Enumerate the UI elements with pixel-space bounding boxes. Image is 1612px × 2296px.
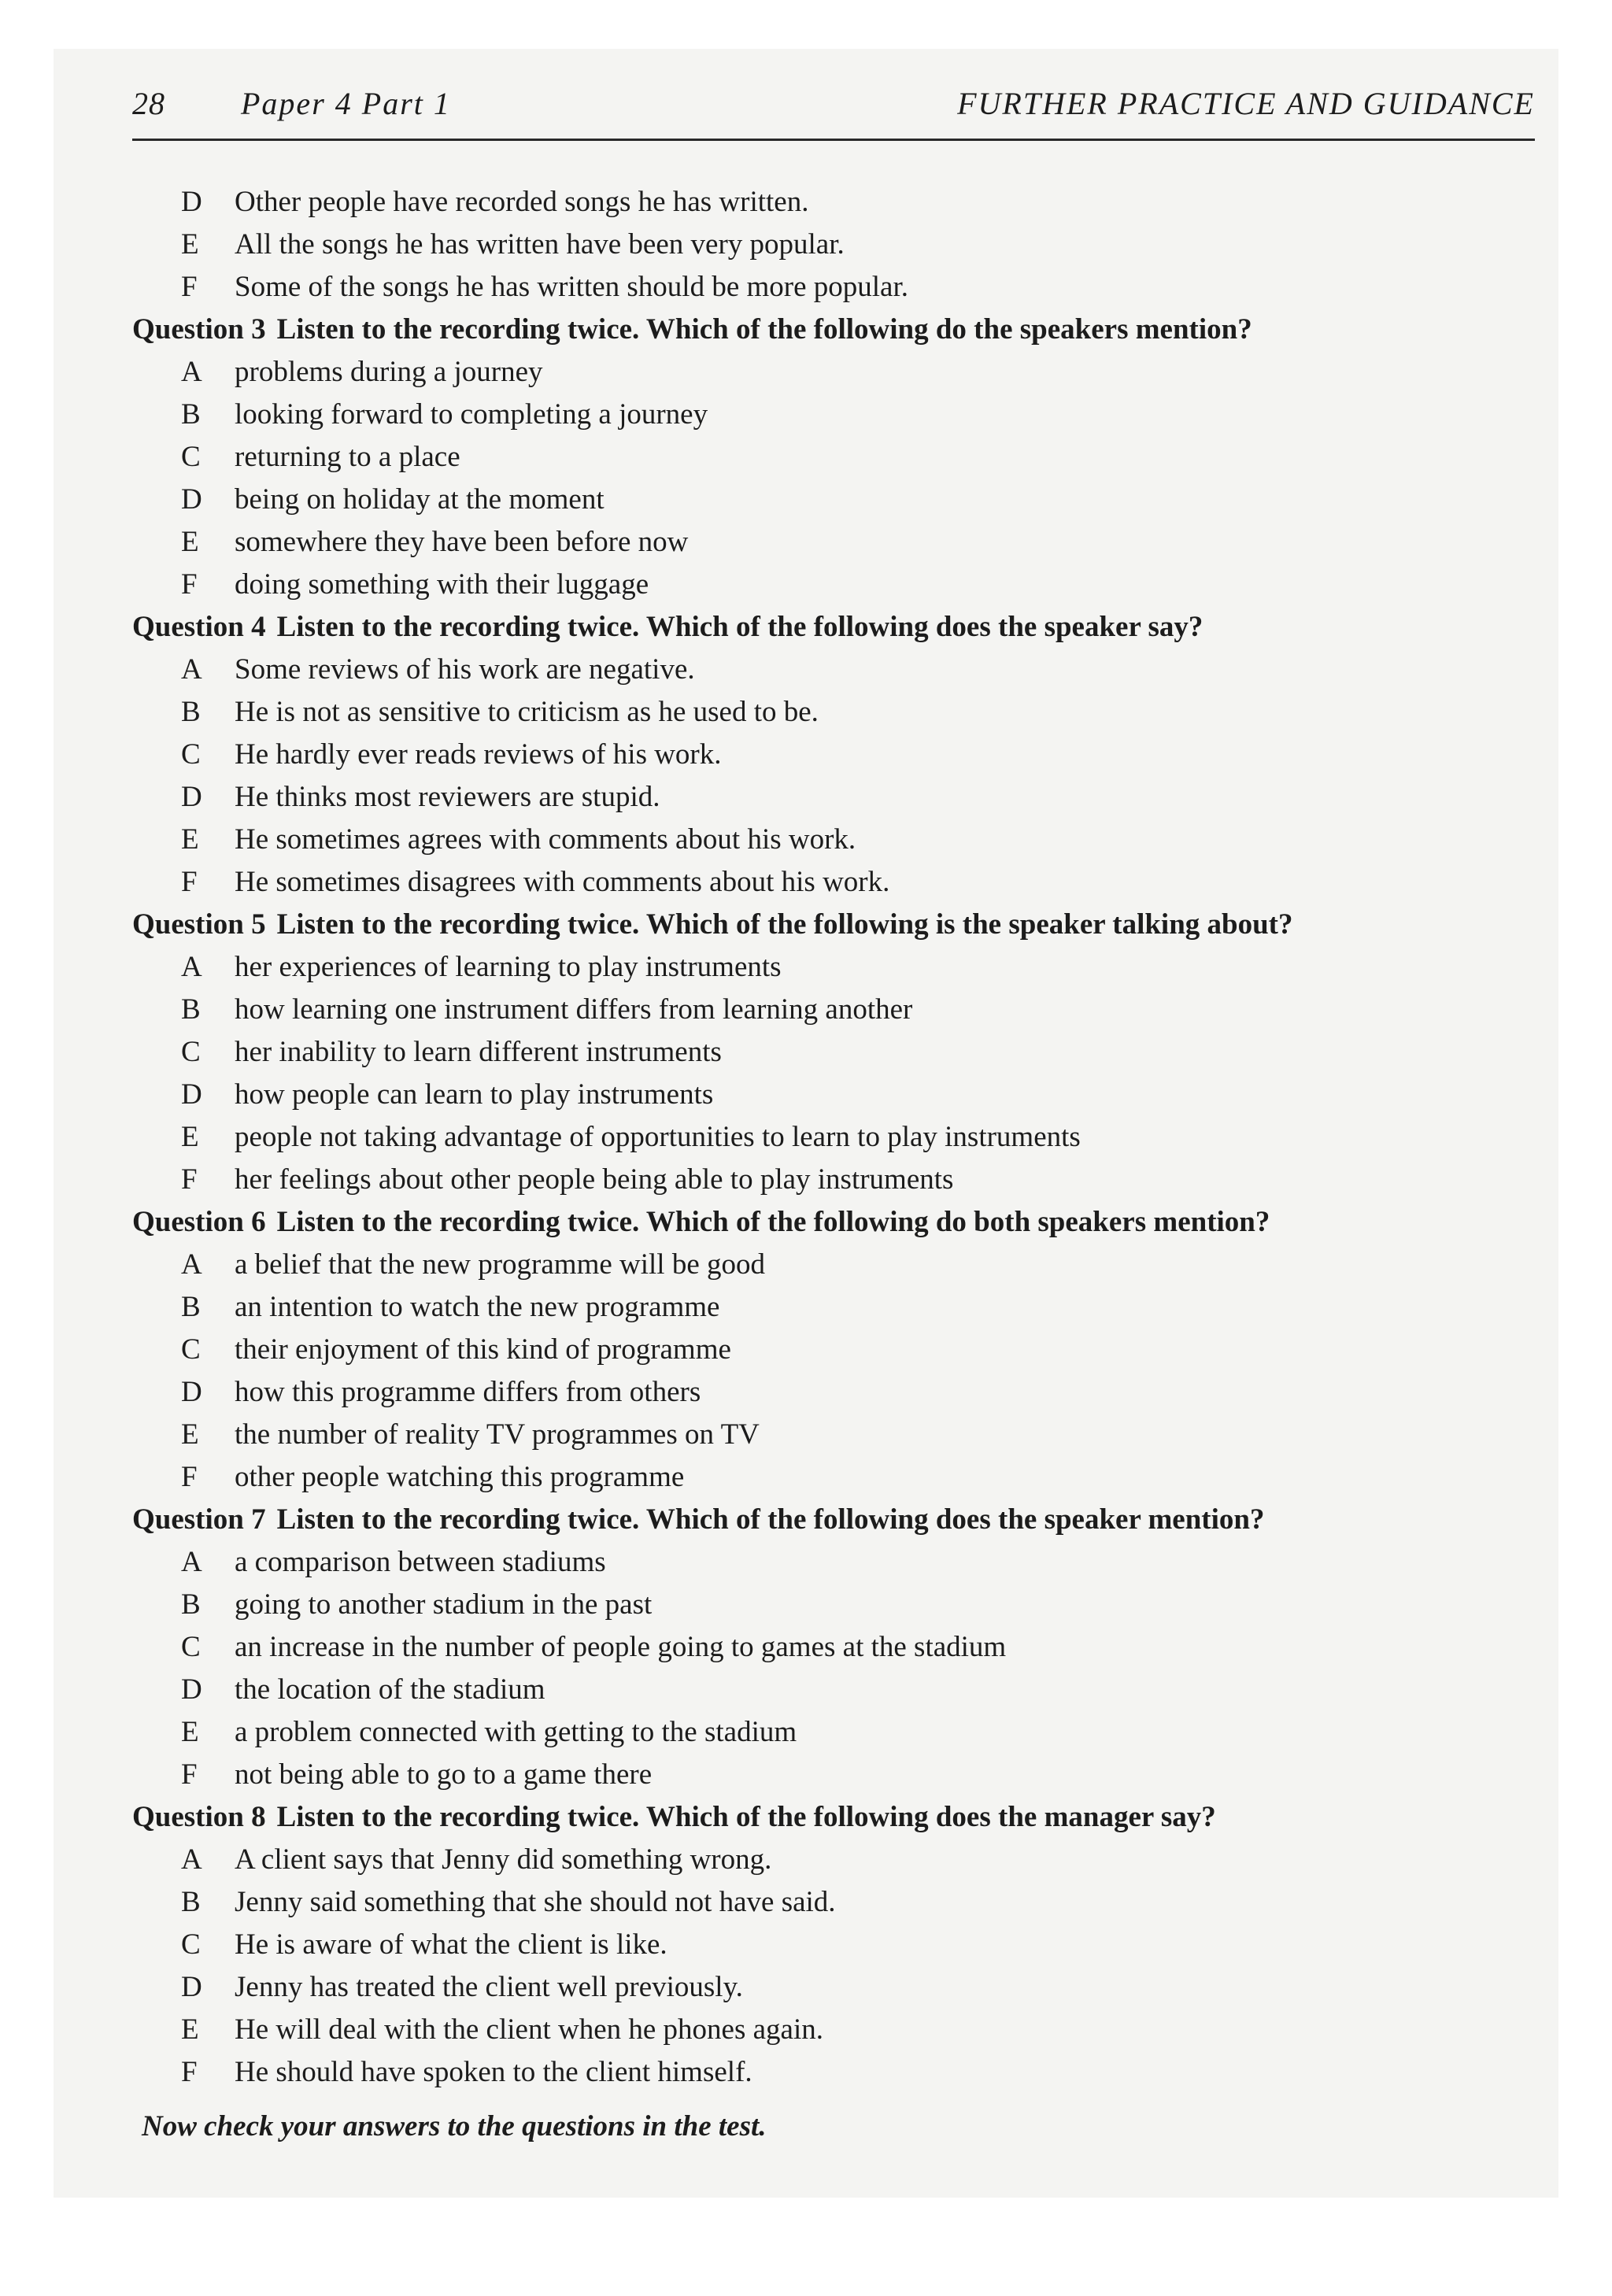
option-letter: A bbox=[181, 356, 202, 388]
option-letter: C bbox=[181, 1928, 201, 1961]
running-head: FURTHER PRACTICE AND GUIDANCE bbox=[957, 86, 1535, 121]
header-rule bbox=[132, 139, 1535, 141]
question-heading bbox=[132, 309, 1535, 351]
option-letter: F bbox=[181, 2056, 198, 2088]
option-row bbox=[132, 479, 1535, 521]
option-letter: B bbox=[181, 398, 201, 431]
option-letter: E bbox=[181, 228, 199, 261]
option-row bbox=[132, 1839, 1535, 1881]
option-row bbox=[132, 1031, 1535, 1074]
option-row bbox=[132, 1541, 1535, 1584]
option-letter: D bbox=[181, 1971, 202, 2003]
option-row bbox=[132, 351, 1535, 394]
option-row bbox=[132, 436, 1535, 479]
option-row bbox=[132, 1626, 1535, 1669]
question-label: Question 4 bbox=[132, 611, 266, 643]
page-header bbox=[132, 85, 1535, 140]
option-text: looking forward to completing a journey bbox=[235, 398, 708, 431]
option-text: He should have spoken to the client himself. bbox=[235, 2056, 752, 2088]
option-letter: D bbox=[181, 1376, 202, 1408]
option-text: their enjoyment of this kind of programme bbox=[235, 1333, 731, 1366]
section-label: Paper 4 Part 1 bbox=[241, 86, 451, 121]
option-text: going to another stadium in the past bbox=[235, 1588, 653, 1621]
option-row bbox=[132, 1329, 1535, 1371]
option-text: He thinks most reviewers are stupid. bbox=[235, 781, 660, 813]
option-row bbox=[132, 2051, 1535, 2094]
question-heading bbox=[132, 1201, 1535, 1244]
option-letter: B bbox=[181, 1291, 201, 1323]
option-row bbox=[132, 266, 1535, 309]
option-letter: A bbox=[181, 951, 202, 983]
option-row bbox=[132, 1711, 1535, 1754]
option-row bbox=[132, 1159, 1535, 1201]
option-text: not being able to go to a game there bbox=[235, 1758, 653, 1791]
option-row bbox=[132, 1881, 1535, 1924]
option-text: how this programme differs from others bbox=[235, 1376, 701, 1408]
question-heading bbox=[132, 904, 1535, 946]
option-letter: C bbox=[181, 1333, 201, 1366]
option-row bbox=[132, 224, 1535, 266]
option-text: being on holiday at the moment bbox=[235, 483, 604, 516]
option-text: doing something with their luggage bbox=[235, 568, 649, 601]
option-letter: E bbox=[181, 1121, 199, 1153]
option-row bbox=[132, 1924, 1535, 1966]
option-letter: F bbox=[181, 1758, 198, 1791]
option-row bbox=[132, 564, 1535, 606]
option-text: All the songs he has written have been very popular. bbox=[235, 228, 845, 261]
option-row bbox=[132, 1456, 1535, 1499]
option-text: an increase in the number of people going to games at the stadium bbox=[235, 1631, 1007, 1663]
option-letter: B bbox=[181, 696, 201, 728]
question-heading bbox=[132, 1499, 1535, 1541]
option-row bbox=[132, 394, 1535, 436]
option-letter: B bbox=[181, 1886, 201, 1918]
option-text: He sometimes agrees with comments about his work. bbox=[235, 823, 856, 856]
option-text: Jenny said something that she should not have said. bbox=[235, 1886, 836, 1918]
option-row bbox=[132, 1754, 1535, 1796]
option-letter: A bbox=[181, 1546, 202, 1578]
option-row bbox=[132, 734, 1535, 776]
question-label: Question 7 bbox=[132, 1503, 266, 1536]
option-letter: D bbox=[181, 186, 202, 218]
option-text: her feelings about other people being able to play instruments bbox=[235, 1163, 954, 1196]
option-text: her inability to learn different instruments bbox=[235, 1036, 722, 1068]
question-prompt: Listen to the recording twice. Which of the following is the speaker talking about? bbox=[276, 908, 1293, 941]
option-letter: C bbox=[181, 1631, 201, 1663]
option-letter: B bbox=[181, 993, 201, 1026]
footer-instruction: Now check your answers to the questions in the test. bbox=[142, 2110, 767, 2143]
option-letter: E bbox=[181, 526, 199, 558]
option-row bbox=[132, 181, 1535, 224]
question-prompt: Listen to the recording twice. Which of the following does the speaker mention? bbox=[276, 1503, 1265, 1536]
option-letter: A bbox=[181, 1843, 202, 1876]
question-heading bbox=[132, 1796, 1535, 1839]
option-row bbox=[132, 1116, 1535, 1159]
option-text: a comparison between stadiums bbox=[235, 1546, 606, 1578]
question-label: Question 3 bbox=[132, 313, 266, 346]
option-text: problems during a journey bbox=[235, 356, 543, 388]
option-text: people not taking advantage of opportunities to learn to play instruments bbox=[235, 1121, 1081, 1153]
option-letter: A bbox=[181, 1248, 202, 1281]
option-text: He sometimes disagrees with comments about his work. bbox=[235, 866, 890, 898]
option-letter: A bbox=[181, 653, 202, 686]
option-text: He is not as sensitive to criticism as he used to be. bbox=[235, 696, 819, 728]
option-letter: F bbox=[181, 1163, 198, 1196]
option-letter: F bbox=[181, 271, 198, 303]
option-row bbox=[132, 819, 1535, 861]
option-row bbox=[132, 1371, 1535, 1414]
option-row bbox=[132, 1244, 1535, 1286]
option-row bbox=[132, 1074, 1535, 1116]
question-label: Question 6 bbox=[132, 1206, 266, 1238]
option-text: He is aware of what the client is like. bbox=[235, 1928, 667, 1961]
option-row bbox=[132, 649, 1535, 691]
question-prompt: Listen to the recording twice. Which of the following do both speakers mention? bbox=[276, 1206, 1270, 1238]
option-text: He will deal with the client when he phones again. bbox=[235, 2013, 824, 2046]
option-text: Jenny has treated the client well previously. bbox=[235, 1971, 743, 2003]
option-row bbox=[132, 1966, 1535, 2009]
option-row bbox=[132, 776, 1535, 819]
question-prompt: Listen to the recording twice. Which of the following does the manager say? bbox=[276, 1801, 1216, 1833]
option-row bbox=[132, 521, 1535, 564]
option-letter: C bbox=[181, 441, 201, 473]
option-letter: F bbox=[181, 1461, 198, 1493]
option-letter: D bbox=[181, 1078, 202, 1111]
page-number: 28 bbox=[132, 86, 165, 121]
question-list bbox=[132, 181, 1535, 2094]
option-text: He hardly ever reads reviews of his work. bbox=[235, 738, 722, 771]
option-letter: E bbox=[181, 823, 199, 856]
option-text: Some of the songs he has written should be more popular. bbox=[235, 271, 909, 303]
option-letter: B bbox=[181, 1588, 201, 1621]
option-text: a belief that the new programme will be good bbox=[235, 1248, 766, 1281]
option-letter: D bbox=[181, 483, 202, 516]
question-prompt: Listen to the recording twice. Which of the following do the speakers mention? bbox=[276, 313, 1252, 346]
question-label: Question 8 bbox=[132, 1801, 266, 1833]
question-label: Question 5 bbox=[132, 908, 266, 941]
option-letter: C bbox=[181, 1036, 201, 1068]
option-letter: F bbox=[181, 866, 198, 898]
question-prompt: Listen to the recording twice. Which of the following does the speaker say? bbox=[276, 611, 1203, 643]
option-row bbox=[132, 861, 1535, 904]
option-letter: F bbox=[181, 568, 198, 601]
question-heading bbox=[132, 606, 1535, 649]
option-row bbox=[132, 1286, 1535, 1329]
option-row bbox=[132, 989, 1535, 1031]
option-text: A client says that Jenny did something wrong. bbox=[235, 1843, 772, 1876]
option-letter: D bbox=[181, 781, 202, 813]
option-row bbox=[132, 946, 1535, 989]
option-text: how learning one instrument differs from learning another bbox=[235, 993, 913, 1026]
option-letter: E bbox=[181, 1418, 199, 1451]
option-text: the number of reality TV programmes on TV bbox=[235, 1418, 760, 1451]
option-row bbox=[132, 1669, 1535, 1711]
option-row bbox=[132, 691, 1535, 734]
option-text: her experiences of learning to play instruments bbox=[235, 951, 782, 983]
option-text: how people can learn to play instruments bbox=[235, 1078, 714, 1111]
option-row bbox=[132, 1414, 1535, 1456]
option-text: the location of the stadium bbox=[235, 1673, 545, 1706]
option-text: returning to a place bbox=[235, 441, 460, 473]
option-text: an intention to watch the new programme bbox=[235, 1291, 720, 1323]
option-letter: E bbox=[181, 1716, 199, 1748]
option-row bbox=[132, 1584, 1535, 1626]
option-text: Other people have recorded songs he has written. bbox=[235, 186, 809, 218]
option-text: other people watching this programme bbox=[235, 1461, 685, 1493]
option-text: a problem connected with getting to the stadium bbox=[235, 1716, 797, 1748]
option-letter: C bbox=[181, 738, 201, 771]
option-letter: E bbox=[181, 2013, 199, 2046]
option-row bbox=[132, 2009, 1535, 2051]
option-text: somewhere they have been before now bbox=[235, 526, 689, 558]
option-text: Some reviews of his work are negative. bbox=[235, 653, 695, 686]
option-letter: D bbox=[181, 1673, 202, 1706]
